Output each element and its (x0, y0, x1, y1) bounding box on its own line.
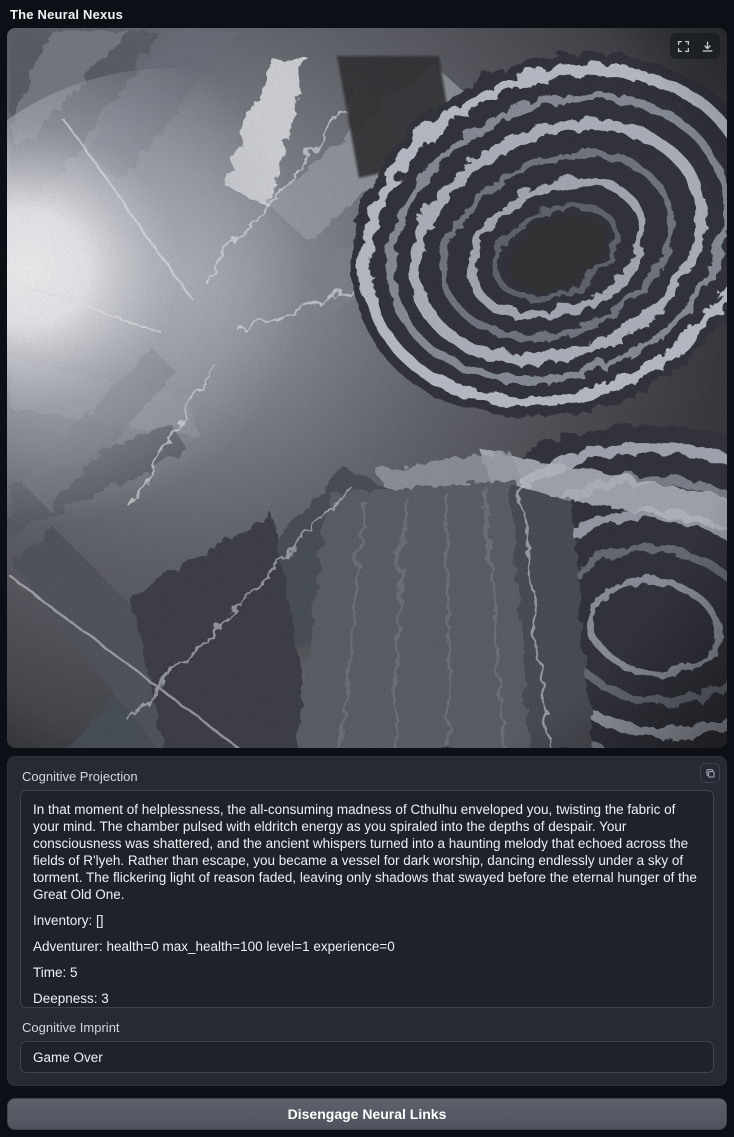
fullscreen-icon (677, 40, 690, 53)
copy-icon (705, 768, 716, 779)
game-form-panel (7, 756, 727, 1086)
nexus-artwork (7, 28, 727, 748)
download-button[interactable] (696, 35, 718, 57)
scene-image-panel (7, 28, 727, 748)
inventory-line: Inventory: [] (33, 913, 104, 928)
deepness-line: Deepness: 3 (33, 991, 109, 1006)
page-title: The Neural Nexus (10, 7, 124, 22)
fullscreen-button[interactable] (672, 35, 694, 57)
imprint-input[interactable] (20, 1041, 714, 1073)
image-toolbar (670, 33, 720, 59)
imprint-label: Cognitive Imprint (22, 1020, 120, 1035)
copy-button[interactable] (700, 763, 720, 783)
download-icon (701, 40, 714, 53)
adventurer-stats-line: Adventurer: health=0 max_health=100 level=1 experience=0 (33, 939, 395, 954)
time-line: Time: 5 (33, 965, 78, 980)
disengage-button[interactable]: Disengage Neural Links (7, 1098, 727, 1130)
projection-output[interactable] (20, 790, 714, 1008)
story-paragraph: In that moment of helplessness, the all-consuming madness of Cthulhu enveloped you, twisting the fabric of your mind. The chamber pulsed with eldritch energy as you spiraled into the depths of despair. Your consciousness was shattered, and the ancient whispers turned into a haunting melody that echoed across the fields of R'lyeh. Rather than escape, you became a vessel for dark worship, dancing endlessly under a sky of torment. The flickering light of reason faded, leaving only shadows that swayed before the eternal hunger of the Great Old One. (33, 802, 697, 902)
projection-label: Cognitive Projection (22, 769, 138, 784)
titlebar (7, 0, 727, 28)
